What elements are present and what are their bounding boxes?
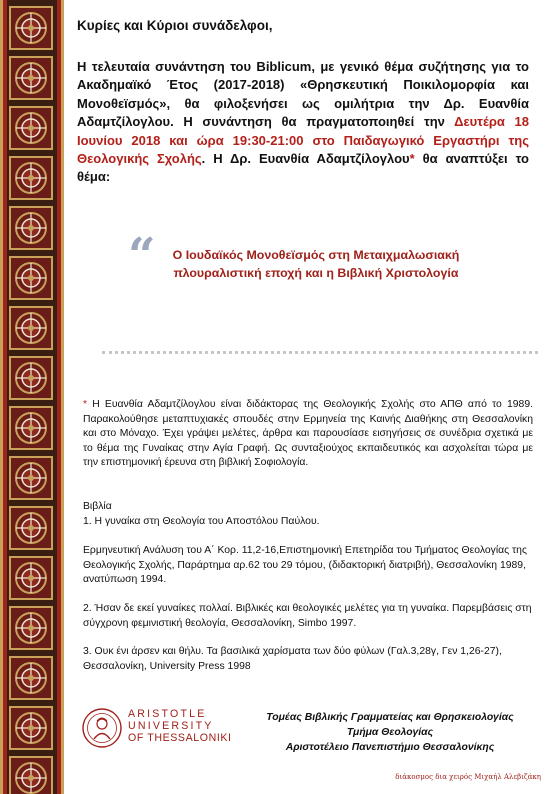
border-ornament-icon: [9, 306, 53, 350]
department-line-1: Τομέας Βιβλικής Γραμματείας και Θρησκειολογίας: [266, 712, 514, 723]
speaker-bio-text: Η Ευανθία Αδαμτζίλογλου είναι διδάκτορας της Θεολογικής Σχολής στο ΑΠΘ από το 1989. Παρακολούθησε μεταπτυχιακές σπουδές στην Ερμηνεία της Καινής Διαθήκης στη Θεσσαλονίκη και στο Μόναχο. Έχει γράψει μελέτες, άρθρα και παρουσίασε εισηγήσεις σε συνέδρια σχετικά με το θέμα της Γυναίκας στην Αγία Γραφή. Ως συνταξιούχος εκπαιδευτικός και ασχολείται τώρα με την επιστημονική έρευνα στη βιβλική Σοφιολογία.: [83, 399, 533, 469]
border-ornament-icon: [9, 406, 53, 450]
decoration-credit: διάκοσμος δια χειρός Μιχαήλ Αλεβιζάκη: [395, 773, 541, 781]
border-ornament-icon: [9, 606, 53, 650]
border-ornament-icon: [9, 506, 53, 550]
university-seal-icon: [82, 708, 122, 748]
border-ornament-icon: [9, 256, 53, 300]
decorative-border: [0, 0, 64, 794]
intro-paragraph: [77, 58, 529, 187]
university-name: [128, 708, 232, 744]
bibliography-item-1-detail: Ερμηνευτική Ανάλυση του Α΄ Κορ. 11,2-16,Επιστημονική Επετηρίδα του Τμήματος Θεολογίας της Θεολογικής Σχολής, Παράρτημα αρ.62 του 29 τόμου, (διδακτορική διατριβή), Θεσσαλονίκη 1989, ανατύπωση 1994.: [83, 545, 527, 586]
university-name-line-1: ARISTOTLE: [128, 708, 207, 720]
border-ornament-icon: [9, 206, 53, 250]
bibliography-item-3: 3. Ουκ ένι άρσεν και θήλυ. Τα βασιλικά χαρίσματα των δύο φύλων (Γαλ.3,28γ, Γεν 1,26-27), Θεσσαλονίκη, University Press 1998: [83, 646, 502, 672]
bibliography-title: Βιβλία: [83, 501, 112, 512]
intro-text-3: θα αναπτύξει το θέμα:: [77, 151, 529, 185]
border-ornament-icon: [9, 556, 53, 600]
footnote-asterisk: *: [83, 399, 88, 410]
footnote-marker: *: [409, 151, 415, 167]
bibliography-item-2: 2. Ήσαν δε εκεί γυναίκες πολλαί. Βιβλικές και θεολογικές μελέτες για τη γυναίκα. Παρεμβάσεις στη σύγχρονη φεμινιστική θεολογία, Θεσσαλονίκη, Simbo 1997.: [83, 603, 532, 629]
university-name-line-2: UNIVERSITY: [128, 720, 214, 732]
border-ornament-icon: [9, 106, 53, 150]
border-ornament-icon: [9, 6, 53, 50]
border-ornament-icon: [9, 456, 53, 500]
department-line-2: Τμήμα Θεολογίας: [346, 727, 434, 739]
intro-text-2: . Η Δρ. Ευανθία Αδαμτζίλογλου: [201, 151, 410, 167]
speaker-bio: [83, 398, 533, 471]
border-ornament-icon: [9, 356, 53, 400]
dotted-divider: [102, 351, 538, 354]
border-ornament-icon: [9, 156, 53, 200]
border-ornament-icon: [9, 656, 53, 700]
lecture-title: Ο Ιουδαϊκός Μονοθεϊσμός στη Μεταιχμαλωσιακή πλουραλιστική εποχή και η Βιβλική Χριστολογία: [172, 248, 460, 280]
quote-mark-icon: “: [128, 228, 156, 284]
border-ornament-icon: [9, 56, 53, 100]
university-name-line-3: OF THESSALONIKI: [128, 732, 232, 744]
border-ornament-icon: [9, 706, 53, 750]
event-date-location: Δευτέρα 18 Ιουνίου 2018 και ώρα 19:30-21:00 στο Παιδαγωγικό Εργαστήρι της Θεολογικής Σχολής: [77, 114, 529, 167]
bibliography-item-1: 1. Η γυναίκα στη Θεολογία του Αποστόλου Παύλου.: [83, 516, 320, 527]
intro-text-1: Η τελευταία συνάντηση του Biblicum, με γενικό θέμα συζήτησης για το Ακαδημαϊκό Έτος (2017-2018) «Θρησκευτική Ποικιλομορφία και Μονοθεϊσμός», θα φιλοξενήσει ως ομιλήτρια την Δρ. Ευανθία Αδαμτζίλογλου. Η συνάντηση θα πραγματοποιηθεί την: [77, 59, 529, 130]
border-ornament-icon: [9, 756, 53, 794]
department-line-3: Αριστοτέλειο Πανεπιστήμιο Θεσσαλονίκης: [285, 742, 495, 754]
greeting: Κυρίες και Κύριοι συνάδελφοι,: [77, 18, 273, 33]
department-signature: [255, 710, 525, 756]
